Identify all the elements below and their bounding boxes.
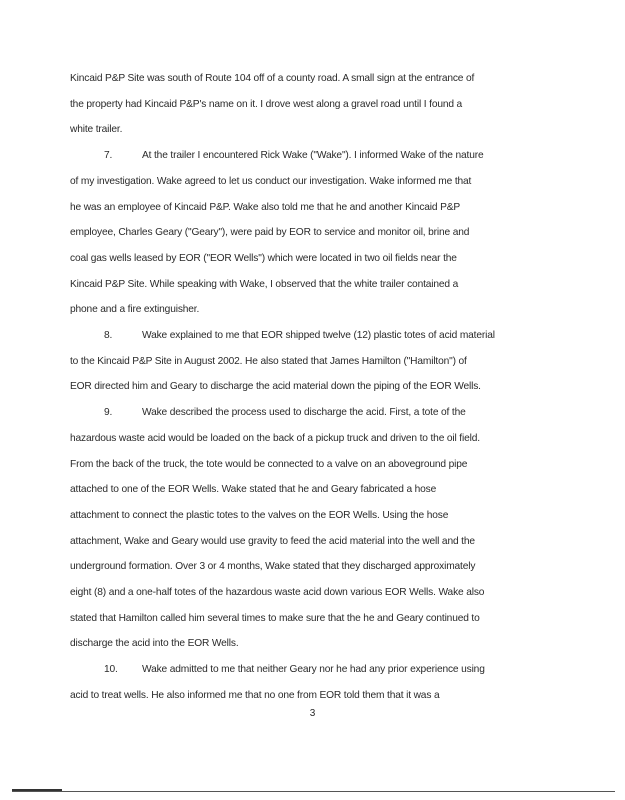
body-text [70, 66, 550, 709]
paragraph-number: 9. [104, 407, 113, 419]
paragraph-7-first-line [70, 143, 550, 169]
text-line: the property had Kincaid P&P's name on it. I drove west along a gravel road until I found a [70, 98, 463, 110]
text-line: attachment to connect the plastic totes to the valves on the EOR Wells. Using the hose [70, 509, 449, 521]
paragraph-number: 8. [104, 330, 113, 342]
text-line: coal gas wells leased by EOR ("EOR Wells") which were located in two oil fields near the [70, 252, 457, 264]
paragraph-9-first-line [70, 400, 550, 426]
bottom-rule-mark [12, 789, 62, 791]
paragraph-number: 10. [104, 664, 118, 676]
text-line: eight (8) and a one-half totes of the hazardous waste acid down various EOR Wells. Wake also [70, 587, 485, 599]
bottom-rule [12, 791, 615, 792]
text-line: he was an employee of Kincaid P&P. Wake also told me that he and another Kincaid P&P [70, 201, 461, 213]
text-line: attachment, Wake and Geary would use gravity to feed the acid material into the well and the [70, 535, 475, 547]
paragraph-8-first-line [70, 323, 550, 349]
paragraph-10-first-line [70, 657, 550, 683]
text-line: Wake explained to me that EOR shipped twelve (12) plastic totes of acid material [142, 330, 495, 342]
text-line: acid to treat wells. He also informed me that no one from EOR told them that it was a [70, 689, 440, 701]
paragraph-number: 7. [104, 150, 113, 162]
text-line: Kincaid P&P Site. While speaking with Wake, I observed that the white trailer contained a [70, 278, 459, 290]
text-line: attached to one of the EOR Wells. Wake stated that he and Geary fabricated a hose [70, 484, 437, 496]
text-line: employee, Charles Geary ("Geary"), were paid by EOR to service and monitor oil, brine and [70, 227, 470, 239]
text-line: underground formation. Over 3 or 4 months, Wake stated that they discharged approximately [70, 561, 476, 573]
text-line: hazardous waste acid would be loaded on the back of a pickup truck and driven to the oil field. [70, 432, 480, 444]
text-line: Wake admitted to me that neither Geary nor he had any prior experience using [142, 664, 485, 676]
text-line: Wake described the process used to discharge the acid. First, a tote of the [142, 407, 466, 419]
text-line: white trailer. [70, 124, 123, 136]
page-number: 3 [309, 708, 316, 719]
text-line: stated that Hamilton called him several times to make sure that the he and Geary continued to [70, 612, 480, 624]
text-line: of my investigation. Wake agreed to let us conduct our investigation. Wake informed me that [70, 175, 472, 187]
text-line: EOR directed him and Geary to discharge the acid material down the piping of the EOR Wells. [70, 381, 481, 393]
text-line: discharge the acid into the EOR Wells. [70, 638, 239, 650]
text-line: Kincaid P&P Site was south of Route 104 off of a county road. A small sign at the entrance of [70, 73, 475, 84]
text-line: From the back of the truck, the tote would be connected to a valve on an aboveground pipe [70, 458, 468, 470]
text-line: At the trailer I encountered Rick Wake ("Wake"). I informed Wake of the nature [142, 150, 484, 162]
text-line: phone and a fire extinguisher. [70, 304, 200, 316]
text-line: to the Kincaid P&P Site in August 2002. He also stated that James Hamilton ("Hamilton") of [70, 355, 467, 367]
